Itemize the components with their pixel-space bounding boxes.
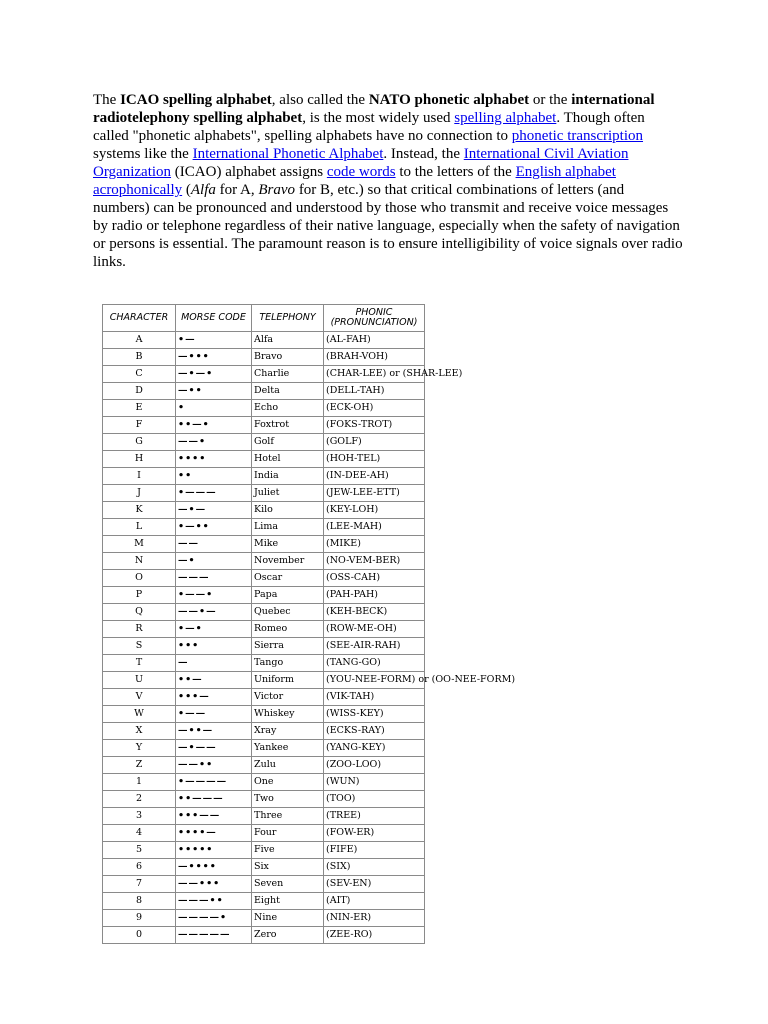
morse-code-cell: ••— (176, 672, 252, 689)
telephony-cell: Sierra (252, 638, 324, 655)
phonic-cell: (IN-DEE-AH) (324, 468, 425, 485)
character-cell: 0 (103, 927, 176, 944)
morse-code-cell: —•••• (176, 859, 252, 876)
morse-code-cell: —••— (176, 723, 252, 740)
link-code-words[interactable]: code words (326, 164, 396, 180)
telephony-cell: Nine (252, 910, 324, 927)
phonic-cell: (DELL-TAH) (324, 383, 425, 400)
table-row (103, 485, 425, 502)
telephony-cell: Mike (252, 536, 324, 553)
phonic-cell: (AIT) (324, 893, 425, 910)
table-row (103, 570, 425, 587)
morse-code-cell: ——— (176, 570, 252, 587)
morse-code-cell: —•—— (176, 740, 252, 757)
telephony-cell: Two (252, 791, 324, 808)
character-cell: P (103, 587, 176, 604)
morse-code-cell: — (176, 655, 252, 672)
phonic-cell: (SEV-EN) (324, 876, 425, 893)
character-cell: W (103, 706, 176, 723)
table-row (103, 332, 425, 349)
phonetic-alphabet-table (102, 304, 516, 944)
morse-code-cell: —•— (176, 502, 252, 519)
phonic-cell: (LEE-MAH) (324, 519, 425, 536)
table-row (103, 740, 425, 757)
telephony-cell: Oscar (252, 570, 324, 587)
morse-code-cell: ——•• (176, 757, 252, 774)
table-row (103, 621, 425, 638)
para-text: , also called the (271, 92, 369, 108)
table-row (103, 604, 425, 621)
telephony-cell: Whiskey (252, 706, 324, 723)
telephony-cell: Delta (252, 383, 324, 400)
character-cell: T (103, 655, 176, 672)
table-row (103, 417, 425, 434)
telephony-cell: Three (252, 808, 324, 825)
character-cell: 1 (103, 774, 176, 791)
character-cell: 8 (103, 893, 176, 910)
character-cell: K (103, 502, 176, 519)
para-text: systems like the (93, 146, 193, 162)
phonic-cell: (TANG-GO) (324, 655, 425, 672)
character-cell: S (103, 638, 176, 655)
character-cell: 2 (103, 791, 176, 808)
morse-code-cell: ——•— (176, 604, 252, 621)
table-row (103, 757, 425, 774)
character-cell: 4 (103, 825, 176, 842)
morse-code-cell: •• (176, 468, 252, 485)
telephony-cell: Echo (252, 400, 324, 417)
character-cell: 5 (103, 842, 176, 859)
phonic-cell: (ZEE-RO) (324, 927, 425, 944)
phonic-cell: (NIN-ER) (324, 910, 425, 927)
telephony-cell: Five (252, 842, 324, 859)
morse-code-cell: •••• (176, 451, 252, 468)
telephony-cell: Papa (252, 587, 324, 604)
phonic-cell: (FOW-ER) (324, 825, 425, 842)
term-radiotelephony: international radiotelephony spelling alphabet (93, 92, 655, 126)
character-cell: Z (103, 757, 176, 774)
character-cell: N (103, 553, 176, 570)
character-cell: Y (103, 740, 176, 757)
phonic-cell: (HOH-TEL) (324, 451, 425, 468)
character-cell: 9 (103, 910, 176, 927)
table-row (103, 434, 425, 451)
term-icao: ICAO spelling alphabet (120, 92, 272, 108)
table-row (103, 910, 425, 927)
telephony-cell: Xray (252, 723, 324, 740)
character-cell: U (103, 672, 176, 689)
telephony-cell: Golf (252, 434, 324, 451)
morse-code-cell: —• (176, 553, 252, 570)
header-morse-code: MORSE CODE (176, 305, 252, 332)
table-row (103, 502, 425, 519)
header-telephony: TELEPHONY (252, 305, 324, 332)
phonic-cell: (YANG-KEY) (324, 740, 425, 757)
character-cell: G (103, 434, 176, 451)
character-cell: O (103, 570, 176, 587)
telephony-cell: Seven (252, 876, 324, 893)
header-phonic: PHONIC (PRONUNCIATION) (324, 305, 425, 332)
character-cell: X (103, 723, 176, 740)
phonic-cell: (ECK-OH) (324, 400, 425, 417)
telephony-cell: Lima (252, 519, 324, 536)
phonic-cell: (ECKS-RAY) (324, 723, 425, 740)
link-phonetic-transcription[interactable]: phonetic transcription (511, 128, 644, 144)
table-header-row (103, 305, 425, 332)
character-cell: E (103, 400, 176, 417)
morse-code-cell: ———•• (176, 893, 252, 910)
morse-code-cell: —— (176, 536, 252, 553)
morse-code-cell: ••——— (176, 791, 252, 808)
phonic-cell: (VIK-TAH) (324, 689, 425, 706)
table-row (103, 672, 425, 689)
link-english-alphabet[interactable]: English alphabet acrophonically (93, 164, 616, 198)
table-row (103, 859, 425, 876)
phonic-cell: (ZOO-LOO) (324, 757, 425, 774)
table-row (103, 366, 425, 383)
link-icao[interactable]: International Civil Aviation Organization (93, 146, 629, 180)
table-row (103, 655, 425, 672)
character-cell: R (103, 621, 176, 638)
para-text: . Though often called "phonetic alphabets", spelling alphabets have no connection to (93, 110, 645, 144)
morse-code-cell: ————• (176, 910, 252, 927)
telephony-cell: Four (252, 825, 324, 842)
morse-code-cell: • (176, 400, 252, 417)
morse-code-cell: •—— (176, 706, 252, 723)
phonic-cell: (FIFE) (324, 842, 425, 859)
character-cell: L (103, 519, 176, 536)
para-text: ( (182, 182, 191, 198)
telephony-cell: Zulu (252, 757, 324, 774)
phonic-cell: (ROW-ME-OH) (324, 621, 425, 638)
phonic-cell: (NO-VEM-BER) (324, 553, 425, 570)
character-cell: M (103, 536, 176, 553)
phonic-cell: (WISS-KEY) (324, 706, 425, 723)
telephony-cell: Quebec (252, 604, 324, 621)
table-row (103, 825, 425, 842)
table-row (103, 689, 425, 706)
para-text: . Instead, the (383, 146, 464, 162)
table-row (103, 791, 425, 808)
telephony-cell: Eight (252, 893, 324, 910)
phonic-cell: (JEW-LEE-ETT) (324, 485, 425, 502)
telephony-cell: Romeo (252, 621, 324, 638)
table-row (103, 723, 425, 740)
telephony-cell: Tango (252, 655, 324, 672)
link-spelling-alphabet[interactable]: spelling alphabet (454, 110, 557, 126)
table-row (103, 519, 425, 536)
phonic-cell: (YOU-NEE-FORM) or (OO-NEE-FORM) (324, 672, 425, 689)
phonic-cell: (SEE-AIR-RAH) (324, 638, 425, 655)
table-row (103, 774, 425, 791)
character-cell: D (103, 383, 176, 400)
telephony-cell: Kilo (252, 502, 324, 519)
table-row (103, 706, 425, 723)
table-row (103, 468, 425, 485)
header-character: CHARACTER (103, 305, 176, 332)
telephony-cell: Yankee (252, 740, 324, 757)
phonic-cell: (KEH-BECK) (324, 604, 425, 621)
telephony-cell: Uniform (252, 672, 324, 689)
para-text: The (93, 92, 121, 108)
phonic-cell: (TREE) (324, 808, 425, 825)
table-row (103, 400, 425, 417)
phonic-cell: (TOO) (324, 791, 425, 808)
phonic-cell: (GOLF) (324, 434, 425, 451)
telephony-cell: Hotel (252, 451, 324, 468)
morse-code-cell: ——• (176, 434, 252, 451)
term-nato: NATO phonetic alphabet (368, 92, 530, 108)
table-row (103, 876, 425, 893)
morse-code-cell: •—• (176, 621, 252, 638)
morse-code-cell: •———— (176, 774, 252, 791)
phonic-cell: (WUN) (324, 774, 425, 791)
phonic-cell: (PAH-PAH) (324, 587, 425, 604)
phonic-cell: (SIX) (324, 859, 425, 876)
phonic-cell: (OSS-CAH) (324, 570, 425, 587)
telephony-cell: India (252, 468, 324, 485)
para-text: for A, (215, 182, 259, 198)
table-row (103, 349, 425, 366)
morse-code-cell: ••• (176, 638, 252, 655)
table-row (103, 383, 425, 400)
intro-paragraph (93, 91, 683, 271)
morse-code-cell: ————— (176, 927, 252, 944)
character-cell: H (103, 451, 176, 468)
morse-code-cell: •••— (176, 689, 252, 706)
example-alfa: Alfa (190, 182, 216, 198)
para-text: (ICAO) alphabet assigns (171, 164, 327, 180)
phonic-cell: (CHAR-LEE) or (SHAR-LEE) (324, 366, 425, 383)
phonic-cell: (BRAH-VOH) (324, 349, 425, 366)
morse-code-cell: ••—• (176, 417, 252, 434)
table-row (103, 808, 425, 825)
character-cell: F (103, 417, 176, 434)
telephony-cell: One (252, 774, 324, 791)
telephony-cell: Six (252, 859, 324, 876)
morse-code-cell: ••••• (176, 842, 252, 859)
character-cell: 6 (103, 859, 176, 876)
character-cell: J (103, 485, 176, 502)
morse-code-cell: ——••• (176, 876, 252, 893)
morse-code-cell: •——— (176, 485, 252, 502)
table-row (103, 451, 425, 468)
morse-code-cell: •— (176, 332, 252, 349)
para-text: to the letters of the (395, 164, 516, 180)
telephony-cell: November (252, 553, 324, 570)
phonic-cell: (FOKS-TROT) (324, 417, 425, 434)
para-text: or the (529, 92, 572, 108)
para-text: , is the most widely used (302, 110, 455, 126)
character-cell: Q (103, 604, 176, 621)
telephony-cell: Alfa (252, 332, 324, 349)
character-cell: I (103, 468, 176, 485)
table-row (103, 927, 425, 944)
morse-code-cell: —•—• (176, 366, 252, 383)
phonic-cell: (MIKE) (324, 536, 425, 553)
telephony-cell: Victor (252, 689, 324, 706)
character-cell: V (103, 689, 176, 706)
table-body (103, 332, 516, 944)
telephony-cell: Bravo (252, 349, 324, 366)
para-text: for B, etc.) so that critical combinations of letters (and numbers) can be pronounced and understood by those who transmit and receive voice messages by radio or telephone regardless of their native language, especially when the safety of navigation or persons is essential. The paramount reason is to ensure intelligibility of voice signals over radio links. (93, 182, 683, 270)
table-row (103, 842, 425, 859)
table-row (103, 893, 425, 910)
character-cell: C (103, 366, 176, 383)
morse-code-cell: •—•• (176, 519, 252, 536)
morse-code-cell: •——• (176, 587, 252, 604)
telephony-cell: Zero (252, 927, 324, 944)
table-row (103, 553, 425, 570)
phonic-cell: (AL-FAH) (324, 332, 425, 349)
table-row (103, 587, 425, 604)
table-row (103, 536, 425, 553)
morse-code-cell: •••—— (176, 808, 252, 825)
character-cell: B (103, 349, 176, 366)
morse-code-cell: ••••— (176, 825, 252, 842)
morse-code-cell: —••• (176, 349, 252, 366)
morse-code-cell: —•• (176, 383, 252, 400)
telephony-cell: Charlie (252, 366, 324, 383)
character-cell: 7 (103, 876, 176, 893)
link-ipa[interactable]: International Phonetic Alphabet (192, 146, 384, 162)
example-bravo: Bravo (258, 182, 296, 198)
phonic-cell: (KEY-LOH) (324, 502, 425, 519)
character-cell: A (103, 332, 176, 349)
table-row (103, 638, 425, 655)
telephony-cell: Foxtrot (252, 417, 324, 434)
character-cell: 3 (103, 808, 176, 825)
telephony-cell: Juliet (252, 485, 324, 502)
